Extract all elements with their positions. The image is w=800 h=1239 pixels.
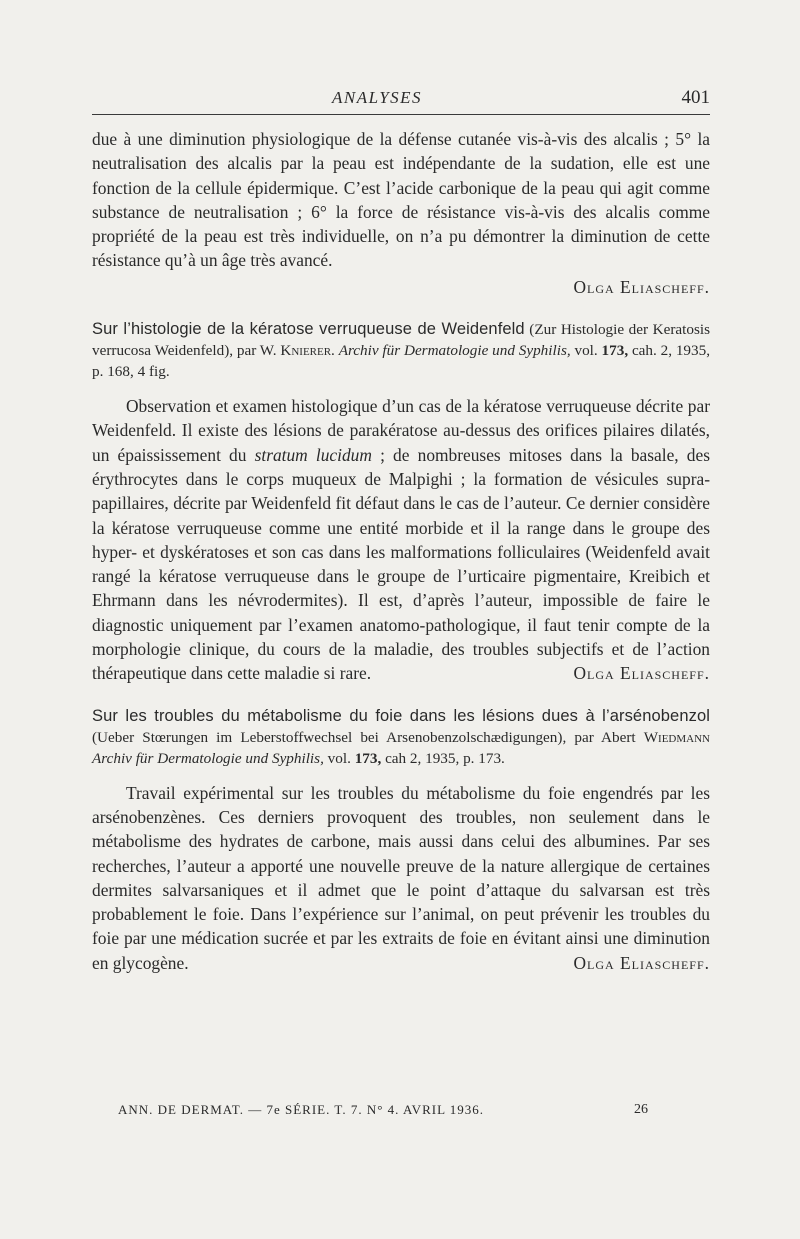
- article-reference-details: cah. 2, 1935, p. 168, 4 fig.: [92, 342, 711, 381]
- article-original-title: (Zur Histologie der Keratosis verrucosa Weidenfeld), par W.: [92, 321, 710, 360]
- journal-citation: ANN. DE DERMAT. — 7e SÉRIE. T. 7. N° 4. AVRIL 1936.: [118, 1102, 485, 1117]
- signature: Olga Eliascheff.: [573, 952, 710, 973]
- article-abstract: [92, 394, 710, 686]
- abstract-text-continued: ; de nombreuses mitoses dans la basale, des érythrocytes dans le corps muqueux de Malpighi ; la formation de vésicules supra-papillaires, décrite par Weidenfeld fit défaut dans le cas de l’auteur. Ce dernier considère la kératose verruqueuse comme une entité morbide et il la range dans le groupe des hyper- et dyskératoses et son cas dans les malformations folliculaires (Weidenfeld avait rangé la kératose verruqueuse dans le groupe de l’urticaire pigmentaire, Kreibich et Ehrmann dans les névrodermites). Il est, d’après l’auteur, impossible de faire le diagnostic uniquement par l’examen anatomo-pathologique, il faut tenir compte de la morphologie clinique, du cours de la maladie, des troubles subjectifs et de l’action thérapeutique dans cette maladie si rare.: [92, 444, 710, 684]
- article-title: Sur les troubles du métabolisme du foie dans les lésions dues à l’arsénobenzol: [92, 706, 710, 725]
- abstract-text: Travail expérimental sur les troubles du métabolisme du foie engendrés par les arsénobenzènes. Ces derniers provoquent des troubles, non seulement dans le métabolisme des hydrates de carbone, mais aussi dans celui des albumines. Par ses recherches, l’auteur a apporté une nouvelle preuve de la nature allergique de certaines dermites salvarsaniques et il admet que le point d’attaque du salvarsan est très probablement le foie. Dans l’expérience sur l’animal, on peut prévenir les troubles du foie par une médication sucrée et par les extraits de foie en évitant ainsi une diminution en glycogène.: [92, 782, 710, 973]
- article-title: Sur l’histologie de la kératose verruqueuse de Weidenfeld: [92, 320, 525, 339]
- page-footer: [118, 1102, 678, 1118]
- sheet-number: 26: [634, 1102, 648, 1117]
- running-header: [92, 88, 710, 112]
- article-author: Knierer.: [280, 342, 335, 360]
- article-reference-details: cah 2, 1935, p. 173.: [385, 749, 505, 767]
- article-author: Wiedmann: [643, 728, 710, 746]
- article-volume: 173,: [354, 749, 382, 767]
- continuation-paragraph: due à une diminution physiologique de la défense cutanée vis-à-vis des alcalis ; 5° la neutralisation des alcalis par la peau est indépendante de la sudation, elle est une fonction de la cellule épidermique. C’est l’acide carbonique de la peau qui agit comme substance de neutralisation ; 6° la force de résistance vis-à-vis des alcalis comme propriété de la peau est très individuelle, on n’a pu démontrer la diminution de cette résistance qu’à un âge très avancé.: [92, 129, 710, 271]
- article-volume-label: vol.: [327, 749, 351, 767]
- signature: Olga Eliascheff.: [573, 276, 710, 297]
- article-journal: Archiv für Dermatologie und Syphilis,: [92, 749, 324, 767]
- article-heading: [92, 319, 710, 382]
- article-abstract: [92, 781, 710, 975]
- article-volume-label: vol.: [574, 342, 598, 360]
- page-number: 401: [681, 87, 710, 108]
- article-journal: Archiv für Dermatologie und Syphilis,: [338, 342, 571, 360]
- article-original-title: (Ueber Stœrungen im Leberstoffwechsel bei Arsenobenzolschædigungen), par Abert: [92, 728, 636, 746]
- abstract-text: Observation et examen histologique d’un cas de la kératose verruqueuse décrite par Weidenfeld. Il existe des lésions de parakératose au-dessus des orifices pilaires dilatés, un épaississement du: [92, 396, 710, 465]
- header-rule: [92, 114, 710, 115]
- body-text: [92, 127, 710, 975]
- article-heading: [92, 706, 710, 769]
- running-title: ANALYSES: [332, 88, 423, 107]
- abstract-italic-term: stratum lucidum: [254, 444, 372, 465]
- signature: Olga Eliascheff.: [573, 663, 710, 684]
- article-volume: 173,: [601, 342, 629, 360]
